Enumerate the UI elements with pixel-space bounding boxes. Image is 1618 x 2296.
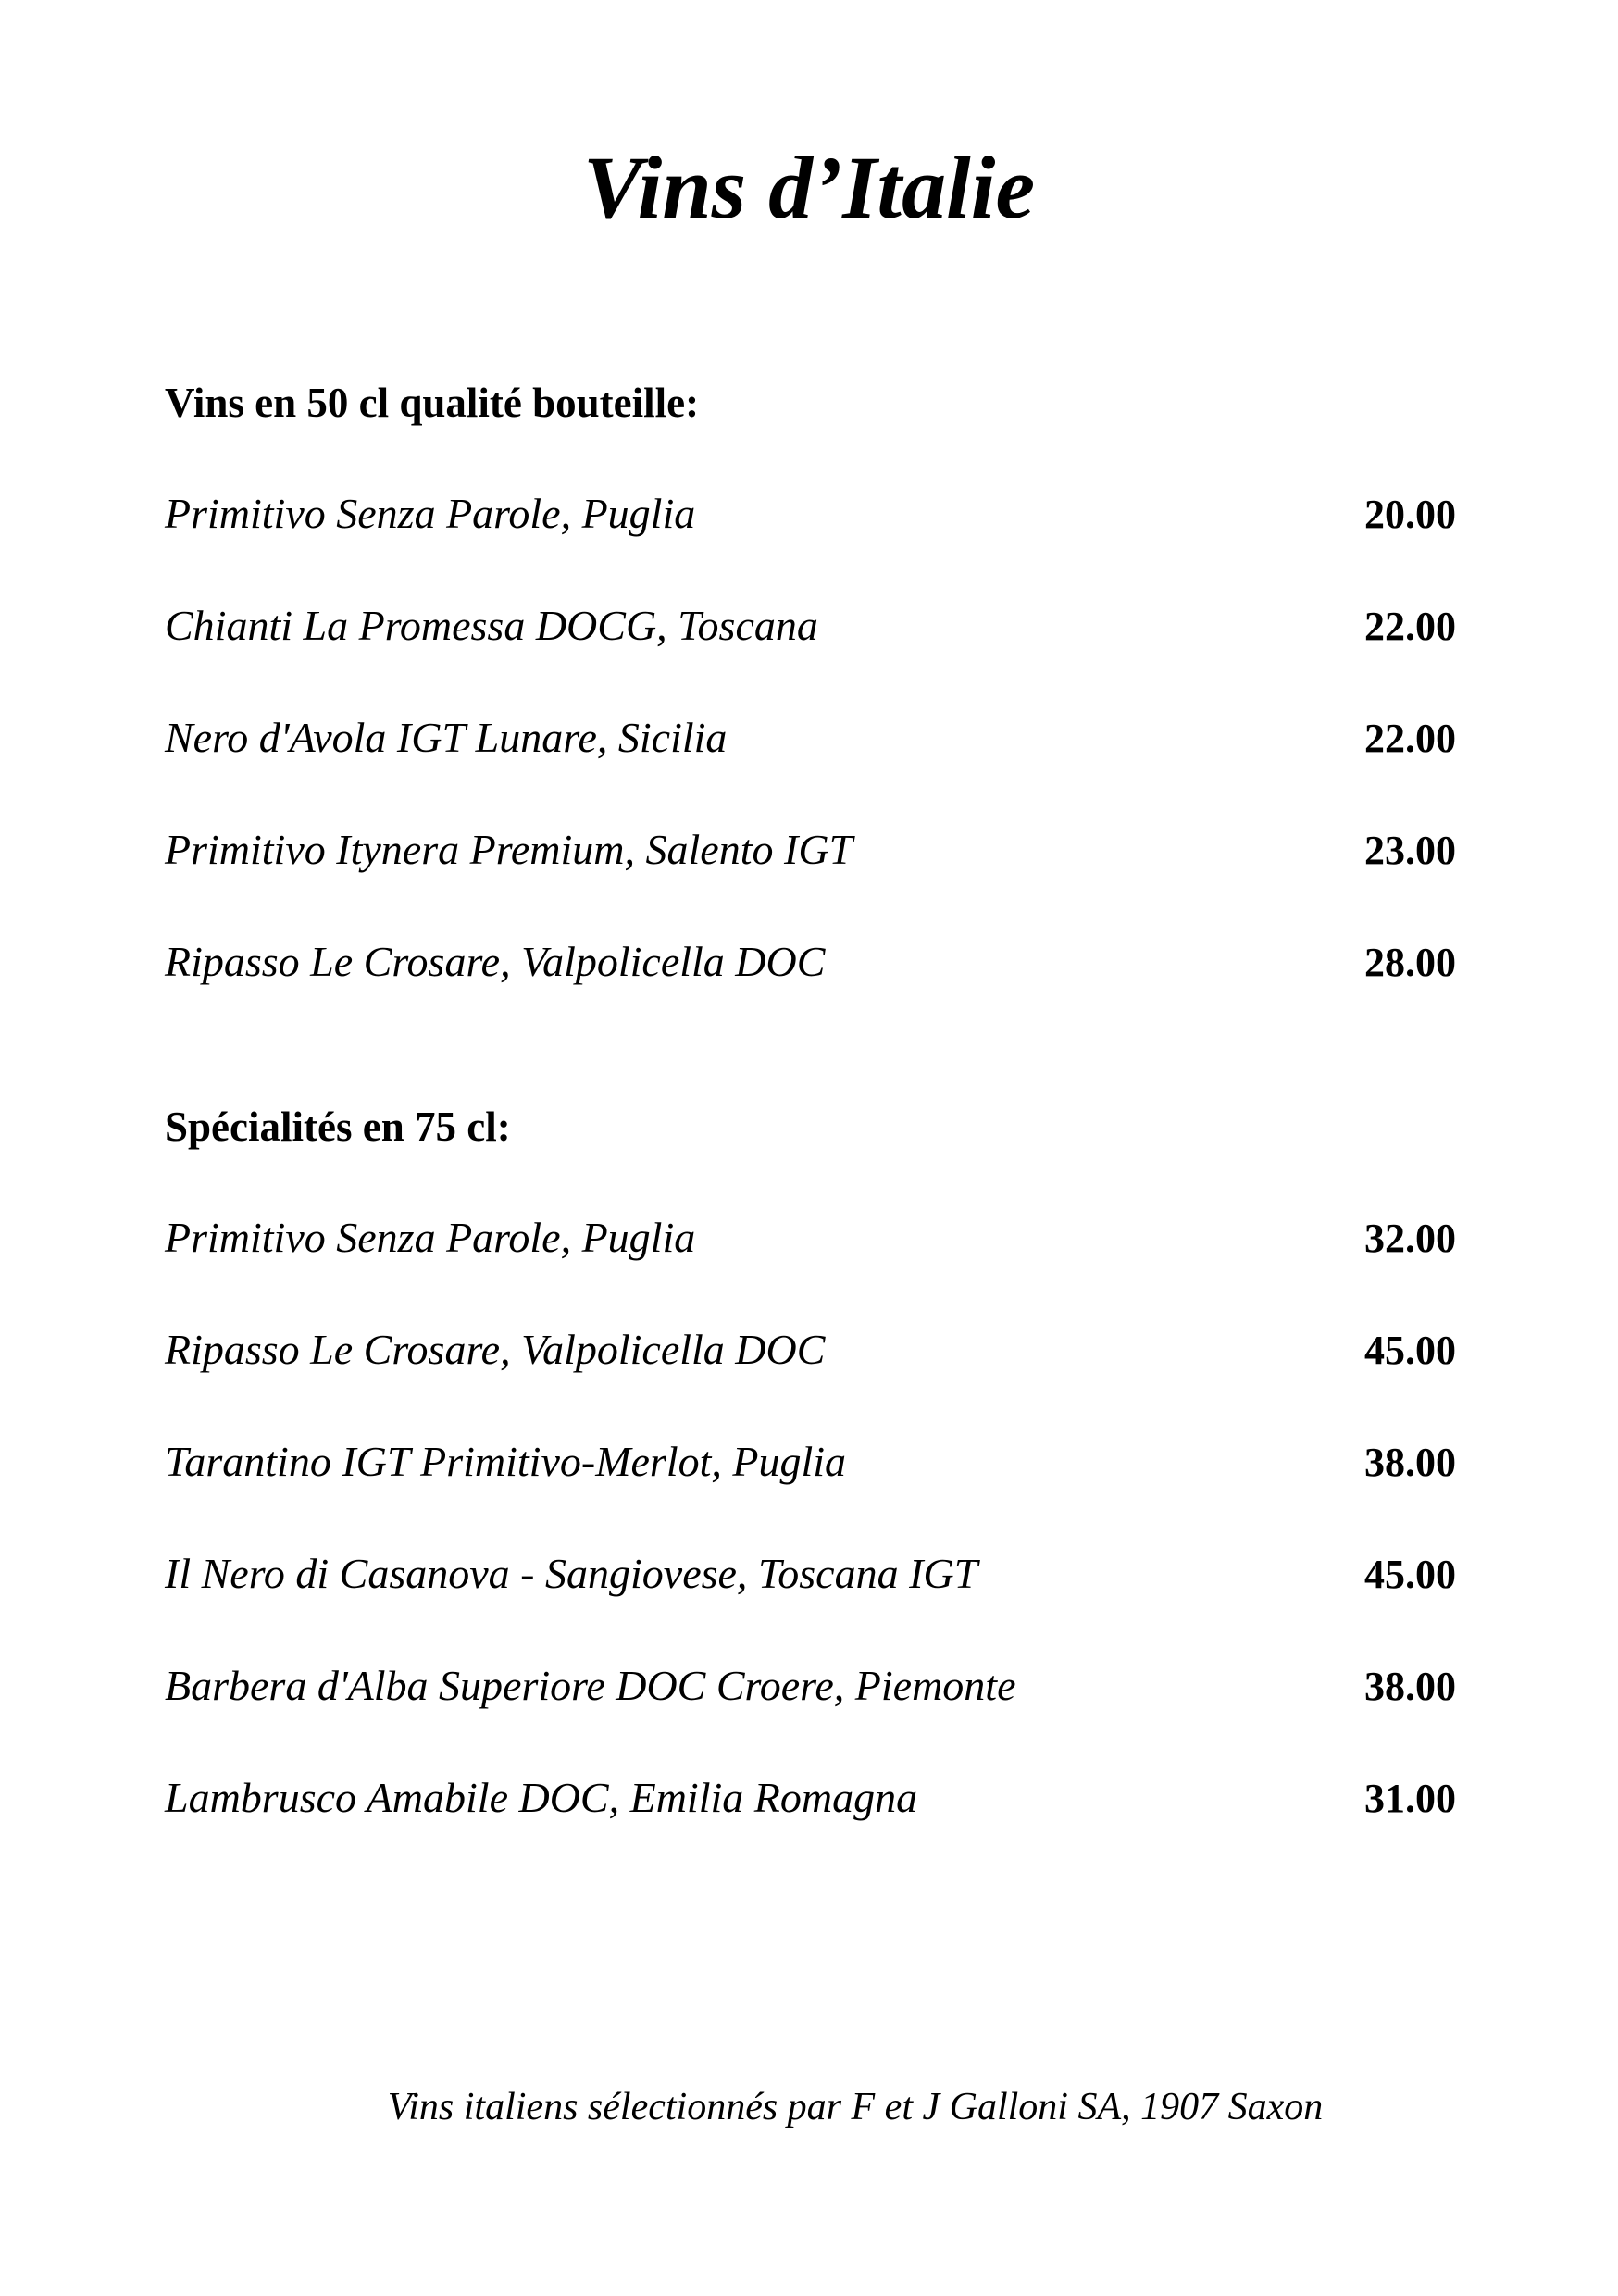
wine-price: 45.00: [1364, 1552, 1456, 1597]
wine-row: [165, 1317, 1456, 1429]
wine-price: 31.00: [1364, 1776, 1456, 1821]
wine-name: Nero d'Avola IGT Lunare, Sicilia: [165, 714, 728, 761]
wine-row: [165, 593, 1456, 705]
wine-name: Primitivo Itynera Premium, Salento IGT: [165, 826, 853, 873]
wine-price: 22.00: [1364, 604, 1456, 649]
wine-price: 28.00: [1364, 940, 1456, 985]
wine-row: [165, 1766, 1456, 1878]
section-50cl: [165, 370, 1456, 1042]
wine-row: [165, 1653, 1456, 1766]
wine-name: Lambrusco Amabile DOC, Emilia Romagna: [165, 1774, 918, 1821]
page-title: Vins d’Italie: [582, 138, 1036, 237]
wine-row: [165, 1541, 1456, 1653]
footer-note: Vins italiens sélectionnés par F et J Galloni SA, 1907 Saxon: [387, 2086, 1324, 2128]
wine-price: 45.00: [1364, 1328, 1456, 1373]
wine-name: Barbera d'Alba Superiore DOC Croere, Piemonte: [165, 1662, 1016, 1709]
section-heading: Vins en 50 cl qualité bouteille:: [165, 380, 700, 426]
wine-list: [165, 1205, 1456, 1878]
wine-row: [165, 817, 1456, 930]
wine-row: [165, 1205, 1456, 1317]
section-75cl: [165, 1094, 1456, 1878]
wine-row: [165, 1429, 1456, 1541]
wine-name: Tarantino IGT Primitivo-Merlot, Puglia: [165, 1438, 847, 1485]
wine-price: 20.00: [1364, 492, 1456, 537]
wine-list: [165, 481, 1456, 1042]
wine-name: Ripasso Le Crosare, Valpolicella DOC: [165, 938, 826, 985]
wine-row: [165, 930, 1456, 1042]
wine-price: 22.00: [1364, 716, 1456, 761]
wine-row: [165, 481, 1456, 593]
wine-name: Chianti La Promessa DOCG, Toscana: [165, 602, 818, 649]
wine-price: 32.00: [1364, 1216, 1456, 1261]
wine-row: [165, 705, 1456, 817]
wine-name: Ripasso Le Crosare, Valpolicella DOC: [165, 1326, 826, 1373]
wine-price: 38.00: [1364, 1440, 1456, 1485]
wine-price: 23.00: [1364, 828, 1456, 873]
wine-name: Primitivo Senza Parole, Puglia: [165, 1214, 696, 1261]
wine-name: Primitivo Senza Parole, Puglia: [165, 490, 696, 537]
wine-price: 38.00: [1364, 1664, 1456, 1709]
section-heading: Spécialités en 75 cl:: [165, 1104, 511, 1150]
wine-name: Il Nero di Casanova - Sangiovese, Toscana IGT: [165, 1550, 978, 1597]
